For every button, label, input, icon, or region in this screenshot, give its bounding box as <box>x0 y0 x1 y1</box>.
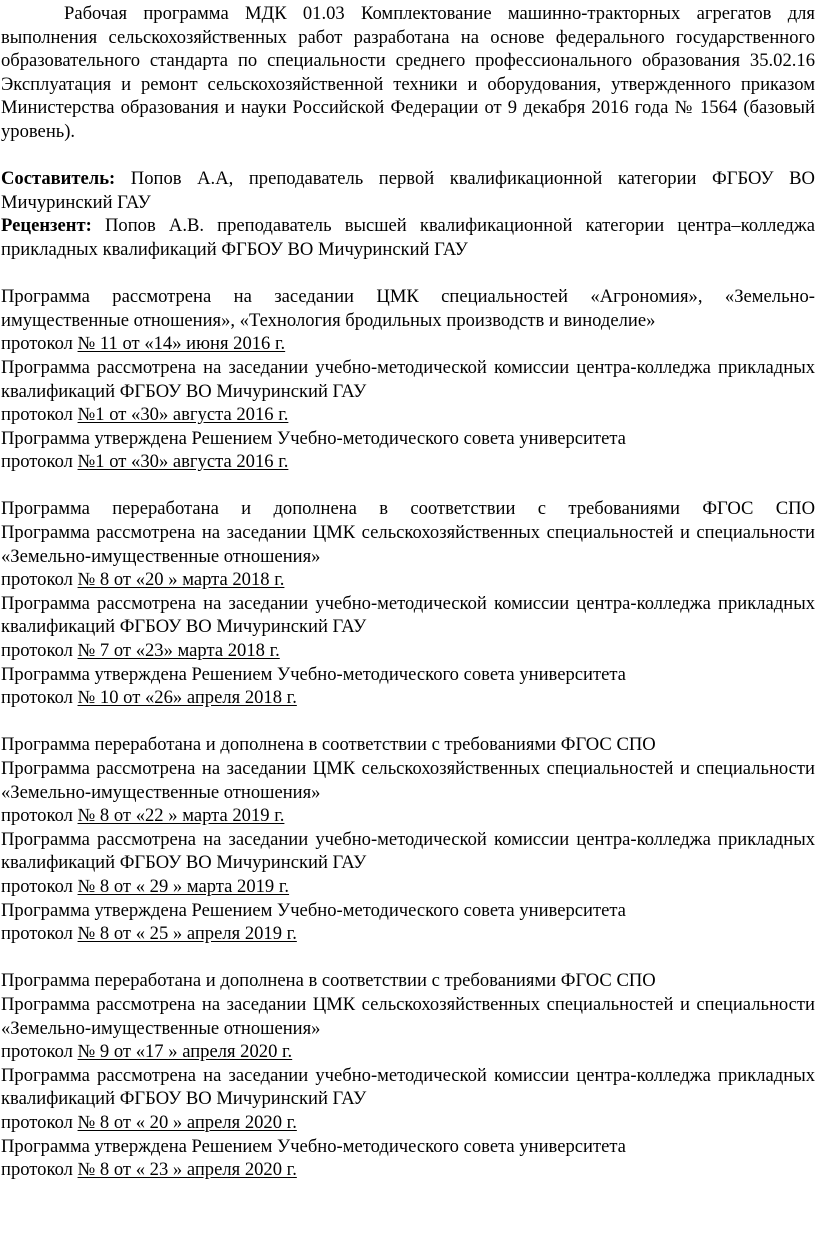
protocol-line <box>1 804 815 828</box>
protocol-number: № 8 от « 20 » апреля 2020 г. <box>77 1111 297 1133</box>
intro-paragraph: Рабочая программа МДК 01.03 Комплектование машинно-тракторных агрегатов для выполнения сельскохозяйственных работ разработана на основе федерального государственного образовательного стандарта по специальности среднего профессионального образования 35.02.16 Эксплуатация и ремонт сельскохозяйственной техники и оборудования, утвержденного приказом Министерства образования и науки Российской Федерации от 9 декабря 2016 года № 1564 (базовый уровень). <box>1 3 815 142</box>
protocol-prefix: протокол <box>1 569 78 591</box>
protocol-prefix: протокол <box>1 451 78 473</box>
protocol-prefix: протокол <box>1 875 78 897</box>
approval-line: Программа рассмотрена на заседании учебно-методической комиссии центра-колледжа прикладных квалификаций ФГБОУ ВО Мичуринский ГАУ <box>1 828 815 874</box>
spacer <box>1 474 815 498</box>
protocol-prefix: протокол <box>1 640 78 662</box>
protocol-line <box>1 1040 815 1064</box>
protocol-number: № 9 от «17 » апреля 2020 г. <box>77 1041 293 1063</box>
protocol-prefix: протокол <box>1 1111 78 1133</box>
approval-line: Программа рассмотрена на заседании учебно-методической комиссии центра-колледжа прикладных квалификаций ФГБОУ ВО Мичуринский ГАУ <box>1 356 815 402</box>
protocol-line <box>1 875 815 899</box>
protocol-line <box>1 450 815 474</box>
spacer <box>1 710 815 734</box>
author-line <box>1 167 815 214</box>
protocol-number: № 11 от «14» июня 2016 г. <box>77 333 286 355</box>
protocol-prefix: протокол <box>1 805 78 827</box>
protocol-prefix: протокол <box>1 923 78 945</box>
protocol-prefix: протокол <box>1 687 78 709</box>
revision-note: Программа переработана и дополнена в соответствии с требованиями ФГОС СПО <box>1 734 656 756</box>
protocol-number: № 7 от «23» марта 2018 г. <box>77 640 280 662</box>
protocol-number: №1 от «30» августа 2016 г. <box>77 404 289 426</box>
approval-line: Программа утверждена Решением Учебно-методического совета университета <box>1 663 626 685</box>
protocol-line <box>1 922 815 946</box>
protocol-prefix: протокол <box>1 1041 78 1063</box>
protocol-number: № 8 от « 23 » апреля 2020 г. <box>77 1159 297 1181</box>
author-text: Попов А.А, преподаватель первой квалификационной категории ФГБОУ ВО Мичуринский ГАУ <box>1 168 815 213</box>
protocol-line <box>1 639 815 663</box>
reviewer-line <box>1 214 815 261</box>
spacer <box>1 144 815 168</box>
protocol-prefix: протокол <box>1 1159 78 1181</box>
protocol-number: № 8 от «22 » марта 2019 г. <box>77 805 285 827</box>
approval-line: Программа утверждена Решением Учебно-методического совета университета <box>1 1135 626 1157</box>
protocol-number: № 8 от « 29 » марта 2019 г. <box>77 875 290 897</box>
approval-line: Программа рассмотрена на заседании ЦМК сельскохозяйственных специальностей и специальности «Земельно-имущественные отношения» <box>1 522 815 567</box>
approval-line: Программа рассмотрена на заседании ЦМК сельскохозяйственных специальностей и специальности «Земельно-имущественные отношения» <box>1 758 815 803</box>
protocol-number: № 8 от « 25 » апреля 2019 г. <box>77 923 297 945</box>
spacer <box>1 946 815 970</box>
author-label: Составитель: <box>1 168 116 190</box>
approval-line: Программа рассмотрена на заседании учебно-методической комиссии центра-колледжа прикладных квалификаций ФГБОУ ВО Мичуринский ГАУ <box>1 592 815 638</box>
approval-line: Программа рассмотрена на заседании ЦМК сельскохозяйственных специальностей и специальности «Земельно-имущественные отношения» <box>1 993 815 1039</box>
approval-line: Программа рассмотрена на заседании учебно-методической комиссии центра-колледжа прикладных квалификаций ФГБОУ ВО Мичуринский ГАУ <box>1 1064 815 1110</box>
revision-note: Программа переработана и дополнена в соответствии с требованиями ФГОС СПО <box>1 498 815 520</box>
protocol-number: № 8 от «20 » марта 2018 г. <box>77 569 285 591</box>
protocol-prefix: протокол <box>1 404 78 426</box>
protocol-line <box>1 1158 815 1182</box>
protocol-line <box>1 332 815 356</box>
approval-line: Программа утверждена Решением Учебно-методического совета университета <box>1 899 626 921</box>
protocol-number: №1 от «30» августа 2016 г. <box>77 451 289 473</box>
reviewer-text: Попов А.В. преподаватель высшей квалификационной категории центра–колледжа прикладных квалификаций ФГБОУ ВО Мичуринский ГАУ <box>1 215 815 260</box>
protocol-line <box>1 1111 815 1135</box>
approval-line: Программа рассмотрена на заседании ЦМК специальностей «Агрономия», «Земельно-имущественные отношения», «Технология бродильных производств и виноделие» <box>1 286 815 331</box>
spacer <box>1 262 815 286</box>
protocol-line <box>1 403 815 427</box>
protocol-line <box>1 568 815 592</box>
protocol-line <box>1 686 815 710</box>
protocol-number: № 10 от «26» апреля 2018 г. <box>77 687 297 709</box>
revision-note: Программа переработана и дополнена в соответствии с требованиями ФГОС СПО <box>1 970 656 992</box>
protocol-prefix: протокол <box>1 333 78 355</box>
approval-line: Программа утверждена Решением Учебно-методического совета университета <box>1 427 626 449</box>
reviewer-label: Рецензент: <box>1 215 92 237</box>
